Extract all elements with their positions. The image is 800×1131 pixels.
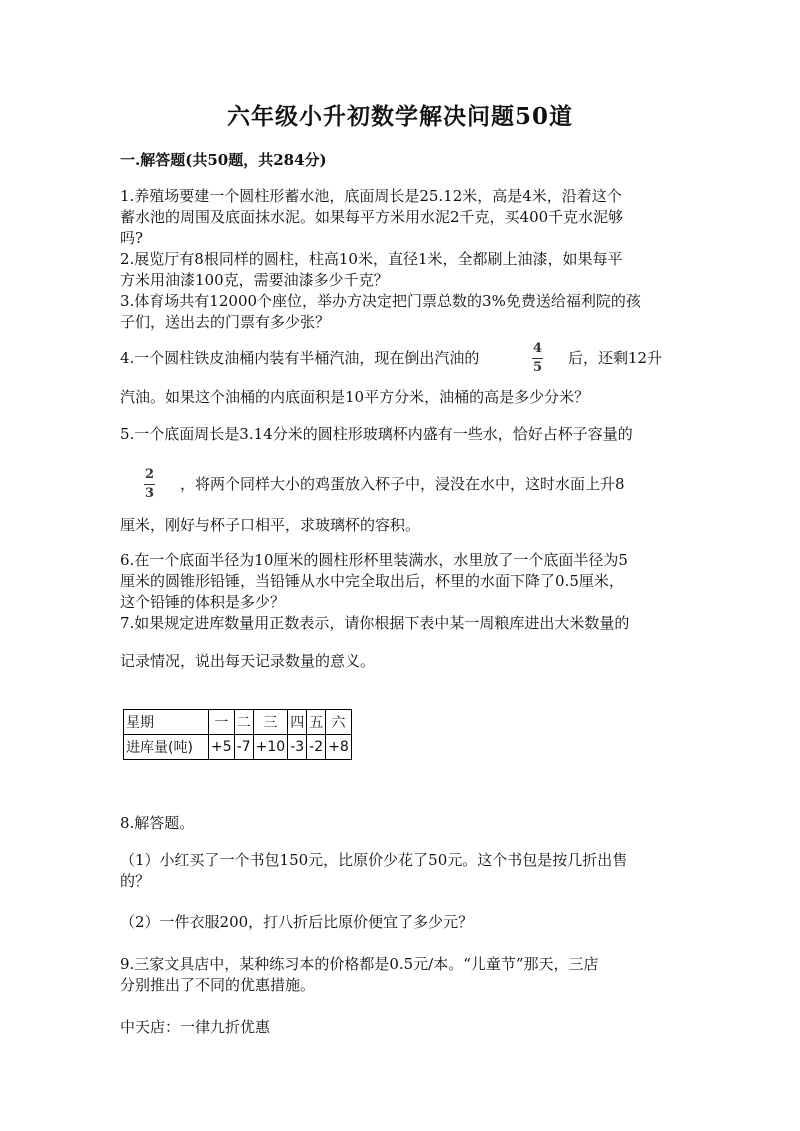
fraction-four-fifths (532, 342, 543, 375)
question-7-line-2 (120, 651, 685, 672)
fraction-numerator: 2 (144, 467, 155, 482)
table-cell: 进库量(吨) (124, 735, 209, 760)
question-1-line: 吗? (120, 229, 144, 247)
question-6-line: 厘米的圆锥形铅锤，当铅锤从水中完全取出后，杯里的水面下降了0.5厘米， (120, 572, 624, 590)
question-2-line: 2.展览厅有8根同样的圆柱，柱高10米，直径1米，全都刷上油漆，如果每平 (120, 250, 623, 268)
question-8-text: （1）小红买了一个书包150元，比原价少花了50元。这个书包是按几折出售 (120, 851, 628, 869)
question-4-line-2 (120, 387, 685, 408)
table-header-cell: 一 (209, 710, 235, 735)
question-1-line: 蓄水池的周围及底面抹水泥。如果每平方米用水泥2千克，买400千克水泥够 (120, 208, 624, 226)
table-header-cell: 星期 (124, 710, 209, 735)
table-row (124, 735, 352, 760)
page-title: 六年级小升初数学解决问题50道 (226, 103, 573, 130)
grain-record-table (123, 709, 352, 760)
table-cell: -7 (234, 735, 253, 760)
question-8-part-1 (120, 850, 685, 892)
section-heading: 一.解答题(共50题，共284分) (120, 151, 327, 169)
question-3-line: 3.体育场共有12000个座位，举办方决定把门票总数的3%免费送给福利院的孩 (120, 292, 641, 310)
table-header-cell: 三 (253, 710, 288, 735)
question-4-text: 后，还剩12升 (568, 349, 663, 367)
question-5-line-2 (180, 474, 680, 495)
question-5-text: 5.一个底面周长是3.14分米的圆柱形玻璃杯内盛有一些水，恰好占杯子容量的 (120, 425, 633, 443)
question-9-text: 中天店：一律九折优惠 (120, 1018, 271, 1036)
question-3-line: 子们，送出去的门票有多少张？ (120, 313, 331, 331)
question-6 (120, 550, 685, 613)
question-6-line: 这个铅锤的体积是多少？ (120, 593, 286, 611)
fraction-bar (144, 484, 155, 485)
question-5-line-1 (120, 424, 685, 445)
question-9 (120, 954, 685, 996)
fraction-two-thirds (144, 468, 155, 501)
table-cell: +8 (326, 735, 352, 760)
fraction-bar (532, 358, 543, 359)
question-4-text: 4.一个圆柱铁皮油桶内装有半桶汽油，现在倒出汽油的 (120, 349, 480, 367)
question-8-text: 的？ (120, 872, 151, 890)
table-header-cell: 四 (288, 710, 307, 735)
fraction-numerator: 4 (532, 341, 543, 356)
question-7-text: 记录情况，说出每天记录数量的意义。 (120, 652, 376, 670)
table-cell: +10 (253, 735, 288, 760)
question-8-part-2 (120, 912, 685, 933)
question-6-line: 6.在一个底面半径为10厘米的圆柱形杯里装满水，水里放了一个底面半径为5 (120, 551, 628, 569)
table-cell: +5 (209, 735, 235, 760)
question-7-text: 7.如果规定进库数量用正数表示，请你根据下表中某一周粮库进出大米数量的 (120, 614, 630, 632)
question-7-line-1 (120, 613, 685, 634)
question-9-line: 9.三家文具店中，某种练习本的价格都是0.5元/本。“儿童节”那天，三店 (120, 955, 599, 973)
question-4-text: 汽油。如果这个油桶的内底面积是10平方分米，油桶的高是多少分米？ (120, 388, 590, 406)
table-header-cell: 五 (307, 710, 326, 735)
question-3 (120, 291, 685, 333)
question-5-text: ，将两个同样大小的鸡蛋放入杯子中，浸没在水中，这时水面上升8 (180, 475, 625, 493)
question-2-line: 方米用油漆100克，需要油漆多少千克？ (120, 271, 389, 289)
table-cell: -3 (288, 735, 307, 760)
question-4-after (568, 348, 688, 369)
question-8-text: （2）一件衣服200，打八折后比原价便宜了多少元？ (120, 913, 474, 931)
fraction-denominator: 5 (532, 360, 543, 375)
question-1 (120, 186, 685, 249)
question-9-line: 分别推出了不同的优惠措施。 (120, 976, 316, 994)
question-5-line-3 (120, 515, 685, 536)
question-1-line: 1.养殖场要建一个圆柱形蓄水池，底面周长是25.12米，高是4米，沿着这个 (120, 187, 622, 205)
fraction-denominator: 3 (144, 486, 155, 501)
table-cell: -2 (307, 735, 326, 760)
table-header-row (124, 710, 352, 735)
question-8-title (120, 813, 685, 834)
question-9-store-1 (120, 1017, 685, 1038)
question-5-text: 厘米，刚好与杯子口相平，求玻璃杯的容积。 (120, 516, 421, 534)
table-header-cell: 二 (234, 710, 253, 735)
question-8-text: 8.解答题。 (120, 814, 195, 832)
table-header-cell: 六 (326, 710, 352, 735)
question-2 (120, 249, 685, 291)
